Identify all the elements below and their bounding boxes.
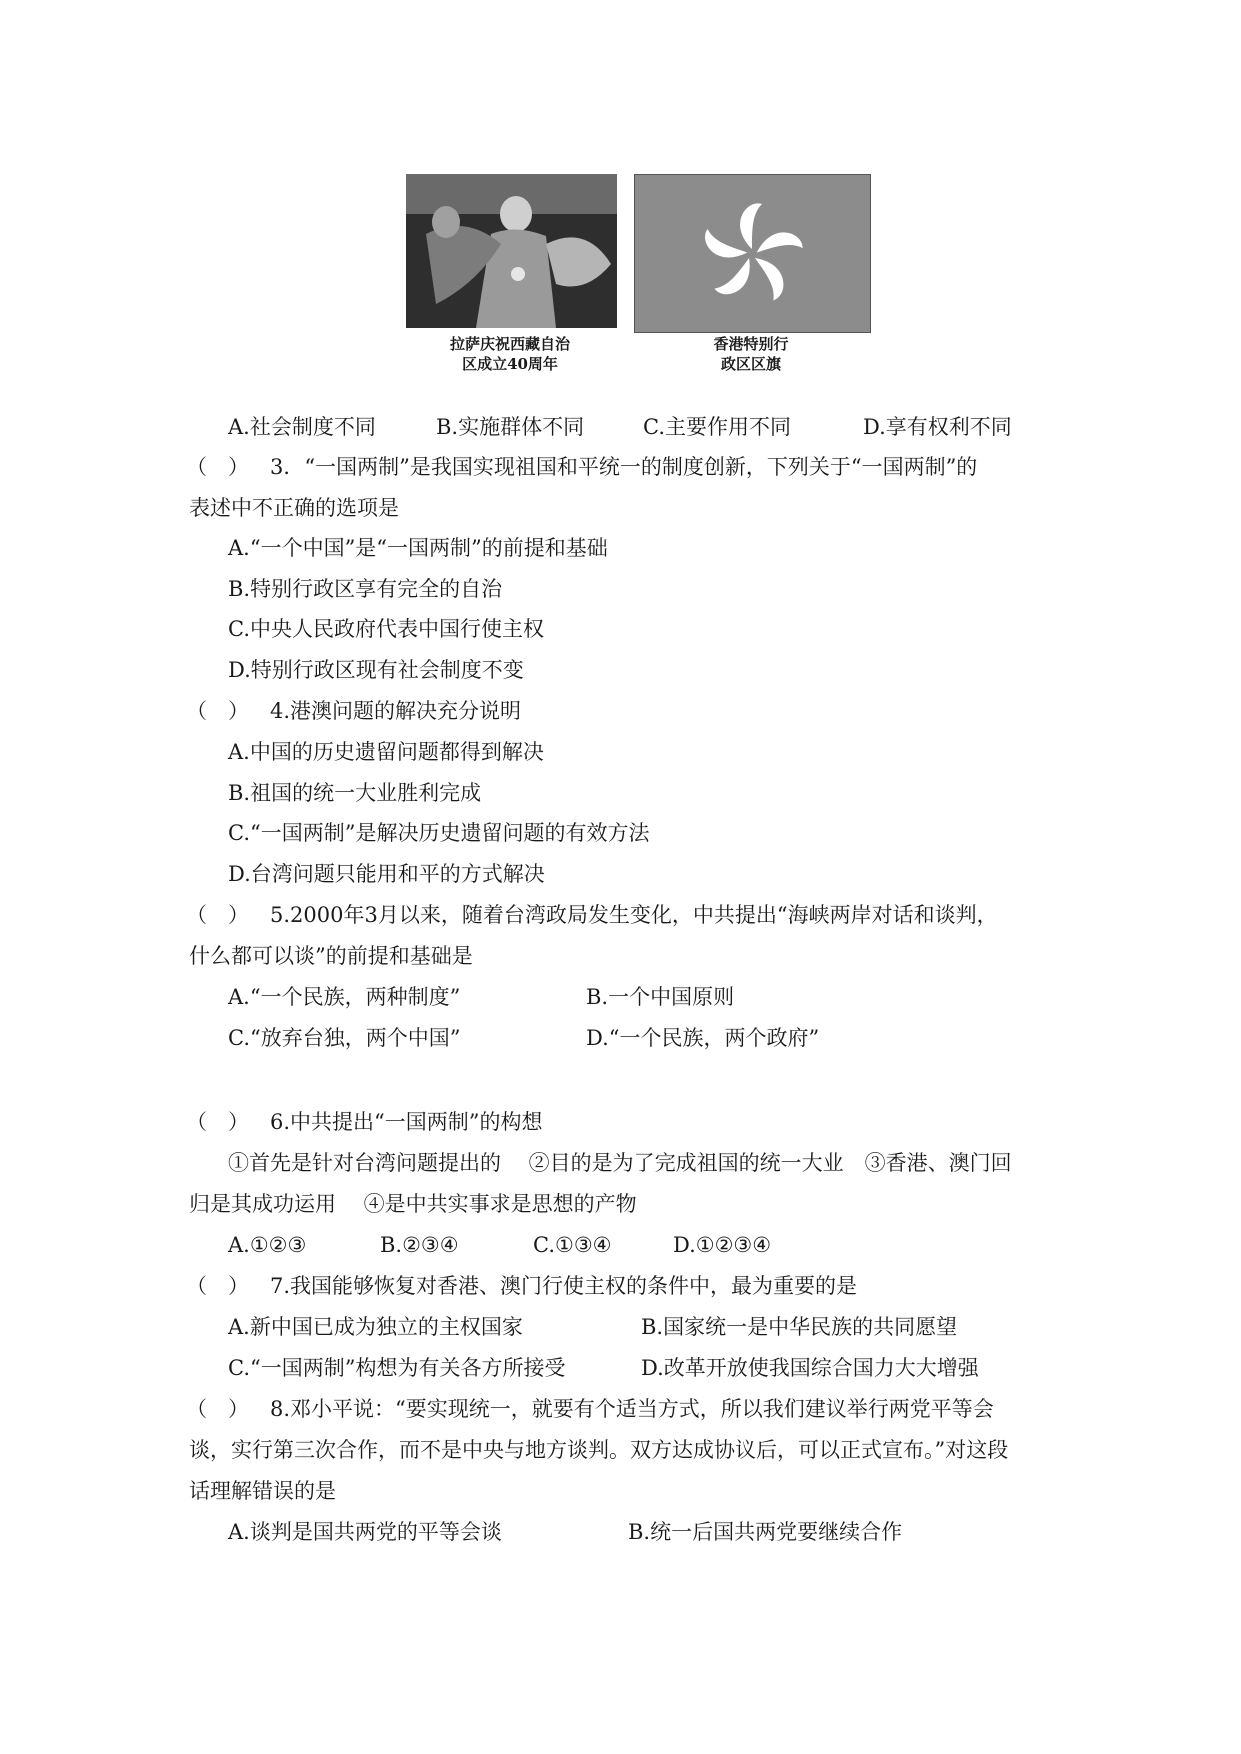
q4-option-a: A.中国的历史遗留问题都得到解决 — [228, 740, 544, 764]
bauhinia-flower-icon — [635, 175, 870, 332]
q2-option-b: B.实施群体不同 — [436, 415, 585, 439]
q4-option-d: D.台湾问题只能用和平的方式解决 — [228, 862, 545, 886]
q5-stem-line-2: 什么都可以谈”的前提和基础是 — [189, 944, 473, 968]
q6-option-b: B.②③④ — [380, 1233, 459, 1257]
q6-option-a: A.①②③ — [228, 1233, 307, 1257]
q5-option-d: D.“一个民族，两个政府” — [586, 1026, 820, 1050]
q7-option-c: C.“一国两制”构想为有关各方所接受 — [228, 1356, 566, 1380]
hong-kong-flag — [634, 174, 871, 333]
q8-option-a: A.谈判是国共两党的平等会谈 — [228, 1520, 502, 1544]
photo-caption-line-1: 拉萨庆祝西藏自治 — [449, 335, 570, 353]
q7-option-a: A.新中国已成为独立的主权国家 — [228, 1315, 523, 1339]
q3-stem-line-1: 3．“一国两制”是我国实现祖国和平统一的制度创新，下列关于“一国两制”的 — [270, 455, 978, 479]
q6-stem: 6.中共提出“一国两制”的构想 — [270, 1110, 543, 1134]
q5-option-b: B.一个中国原则 — [586, 985, 735, 1009]
q3-stem-line-2: 表述中不正确的选项是 — [189, 496, 399, 520]
q7-stem: 7.我国能够恢复对香港、澳门行使主权的条件中，最为重要的是 — [270, 1274, 858, 1298]
photo-caption-line-2: 区成立40周年 — [462, 355, 558, 373]
q5-option-a: A.“一个民族，两种制度” — [228, 985, 461, 1009]
q6-option-c: C.①③④ — [533, 1233, 612, 1257]
q6-statements-line-2: 归是其成功运用 ④是中共实事求是思想的产物 — [189, 1192, 637, 1216]
q8-answer-bracket: （ ） — [186, 1397, 249, 1421]
q8-stem-line-1: 8.邓小平说：“要实现统一，就要有个适当方式，所以我们建议举行两党平等会 — [270, 1397, 994, 1421]
q3-answer-bracket: （ ） — [186, 455, 249, 479]
q5-stem-line-1: 5.2000年3月以来，随着台湾政局发生变化，中共提出“海峡两岸对话和谈判， — [270, 903, 998, 927]
q4-stem: 4.港澳问题的解决充分说明 — [270, 699, 522, 723]
q5-option-c: C.“放弃台独，两个中国” — [228, 1026, 461, 1050]
q7-option-b: B.国家统一是中华民族的共同愿望 — [641, 1315, 958, 1339]
q3-option-c: C.中央人民政府代表中国行使主权 — [228, 617, 544, 641]
q7-answer-bracket: （ ） — [186, 1274, 249, 1298]
q2-option-a: A.社会制度不同 — [228, 415, 376, 439]
q8-stem-line-2: 谈，实行第三次合作，而不是中央与地方谈判。双方达成协议后，可以正式宣布。”对这段 — [189, 1438, 1009, 1462]
q7-option-d: D.改革开放使我国综合国力大大增强 — [641, 1356, 979, 1380]
q5-answer-bracket: （ ） — [186, 903, 249, 927]
q3-option-a: A.“一个中国”是“一国两制”的前提和基础 — [228, 536, 608, 560]
lhasa-celebration-photo — [406, 174, 617, 328]
q6-option-d: D.①②③④ — [673, 1233, 772, 1257]
flag-caption-line-1: 香港特别行 — [713, 335, 789, 353]
q2-option-d: D.享有权利不同 — [863, 415, 1012, 439]
q6-statements-line-1: ①首先是针对台湾问题提出的 ②目的是为了完成祖国的统一大业 ③香港、澳门回 — [228, 1151, 1012, 1175]
q2-option-c: C.主要作用不同 — [643, 415, 791, 439]
q4-option-b: B.祖国的统一大业胜利完成 — [228, 781, 482, 805]
q6-answer-bracket: （ ） — [186, 1110, 249, 1134]
q3-option-b: B.特别行政区享有完全的自治 — [228, 577, 503, 601]
q8-option-b: B.统一后国共两党要继续合作 — [628, 1520, 903, 1544]
q4-option-c: C.“一国两制”是解决历史遗留问题的有效方法 — [228, 821, 650, 845]
flag-caption-line-2: 政区区旗 — [720, 355, 781, 373]
q3-option-d: D.特别行政区现有社会制度不变 — [228, 658, 524, 682]
q8-stem-line-3: 话理解错误的是 — [189, 1479, 336, 1503]
dancer-illustration — [406, 174, 617, 328]
q4-answer-bracket: （ ） — [186, 699, 249, 723]
